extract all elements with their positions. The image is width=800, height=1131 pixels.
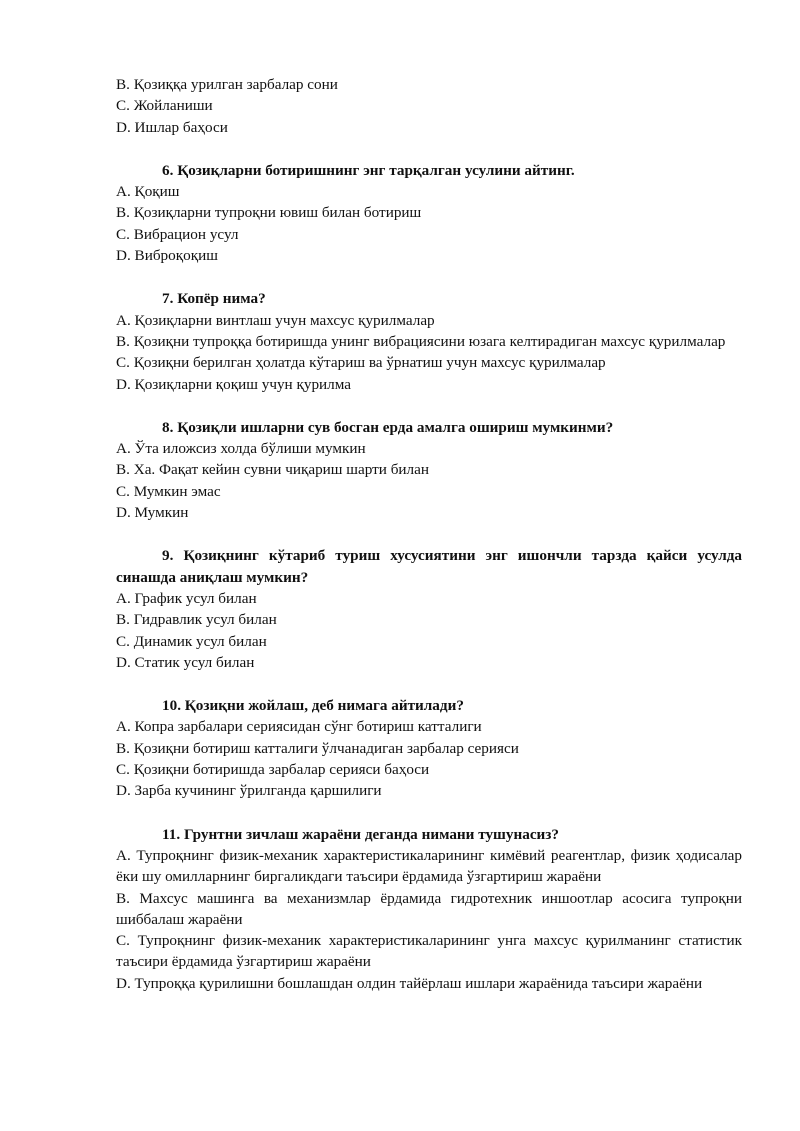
option-b: B. Махсус машинга ва механизмлар ёрдамида гидротехник иншоотлар асосига тупроқни шиббалаш жараёни bbox=[116, 889, 742, 928]
option-c: C. Қозиқни берилган ҳолатда кўтариш ва ўрнатиш учун махсус қурилмалар bbox=[116, 354, 606, 372]
question-block-7 bbox=[116, 288, 742, 394]
option-c: C. Вибрацион усул bbox=[116, 225, 239, 243]
question-11-text: 11. Грунтни зичлаш жараёни деганда нимани тушунасиз? bbox=[162, 825, 560, 843]
question-10-text: 10. Қозиқни жойлаш, деб нимага айтилади? bbox=[162, 697, 464, 715]
option-d: D. Виброқоқиш bbox=[116, 247, 218, 265]
option-d: D. Мумкин bbox=[116, 504, 189, 522]
option-b: B. Қозиққа урилган зарбалар сони bbox=[116, 76, 338, 93]
option-c: C. Жойланиши bbox=[116, 97, 213, 115]
document-page bbox=[116, 74, 742, 994]
question-block-10 bbox=[116, 695, 742, 801]
option-c: C. Мумкин эмас bbox=[116, 482, 221, 500]
option-a: A. График усул билан bbox=[116, 589, 257, 607]
option-a: A. Тупроқнинг физик-механик характеристикаларининг кимёвий реагентлар, физик ҳодисалар ёки шу омилларнинг биргаликдаги таъсири ёрдамида ўзгартириш жараёни bbox=[116, 846, 742, 886]
question-9-text: 9. Қозиқнинг кўтариб туриш хусусиятини энг ишончли тарзда қайси усулда синашда аниқлаш мумкин? bbox=[116, 547, 742, 586]
question-block-11 bbox=[116, 824, 742, 994]
option-a: A. Қоқиш bbox=[116, 183, 180, 201]
option-d: D. Статик усул билан bbox=[116, 653, 255, 671]
option-b: B. Қозиқни тупроққа ботиришда унинг вибрациясини юзага келтирадиган махсус қурилмалар bbox=[116, 332, 726, 350]
question-block-5-tail bbox=[116, 74, 742, 138]
question-7-text: 7. Копёр нима? bbox=[162, 290, 266, 308]
question-block-8 bbox=[116, 417, 742, 523]
option-c: C. Тупроқнинг физик-механик характеристикаларининг унга махсус қурилманинг статистик таъсири ёрдамида ўзгартириш жараёни bbox=[116, 932, 742, 971]
question-6-text: 6. Қозиқларни ботиришнинг энг тарқалган усулини айтинг. bbox=[162, 161, 575, 179]
option-d: D. Тупроққа қурилишни бошлашдан олдин тайёрлаш ишлари жараёнида таъсири жараёни bbox=[116, 974, 703, 992]
question-8-text: 8. Қозиқли ишларни сув босган ерда амалга ошириш мумкинми? bbox=[162, 418, 614, 436]
option-a: A. Ўта иложсиз холда бўлиши мумкин bbox=[116, 440, 366, 458]
option-d: D. Ишлар баҳоси bbox=[116, 118, 228, 136]
option-c: C. Қозиқни ботиришда зарбалар серияси баҳоси bbox=[116, 761, 430, 779]
option-b: B. Қозиқни ботириш катталиги ўлчанадиган зарбалар серияси bbox=[116, 739, 519, 757]
option-b: B. Гидравлик усул билан bbox=[116, 611, 277, 629]
option-c: C. Динамик усул билан bbox=[116, 632, 267, 650]
option-d: D. Қозиқларни қоқиш учун қурилма bbox=[116, 375, 351, 393]
option-a: A. Қозиқларни винтлаш учун махсус қурилмалар bbox=[116, 311, 435, 329]
option-a: A. Копра зарбалари сериясидан сўнг ботириш катталиги bbox=[116, 718, 482, 736]
option-d: D. Зарба кучининг ўрилганда қаршилиги bbox=[116, 782, 382, 800]
option-b: B. Ха. Фақат кейин сувни чиқариш шарти билан bbox=[116, 461, 429, 479]
question-block-9 bbox=[116, 545, 742, 673]
question-block-6 bbox=[116, 160, 742, 266]
option-b: B. Қозиқларни тупроқни ювиш билан ботириш bbox=[116, 204, 422, 222]
